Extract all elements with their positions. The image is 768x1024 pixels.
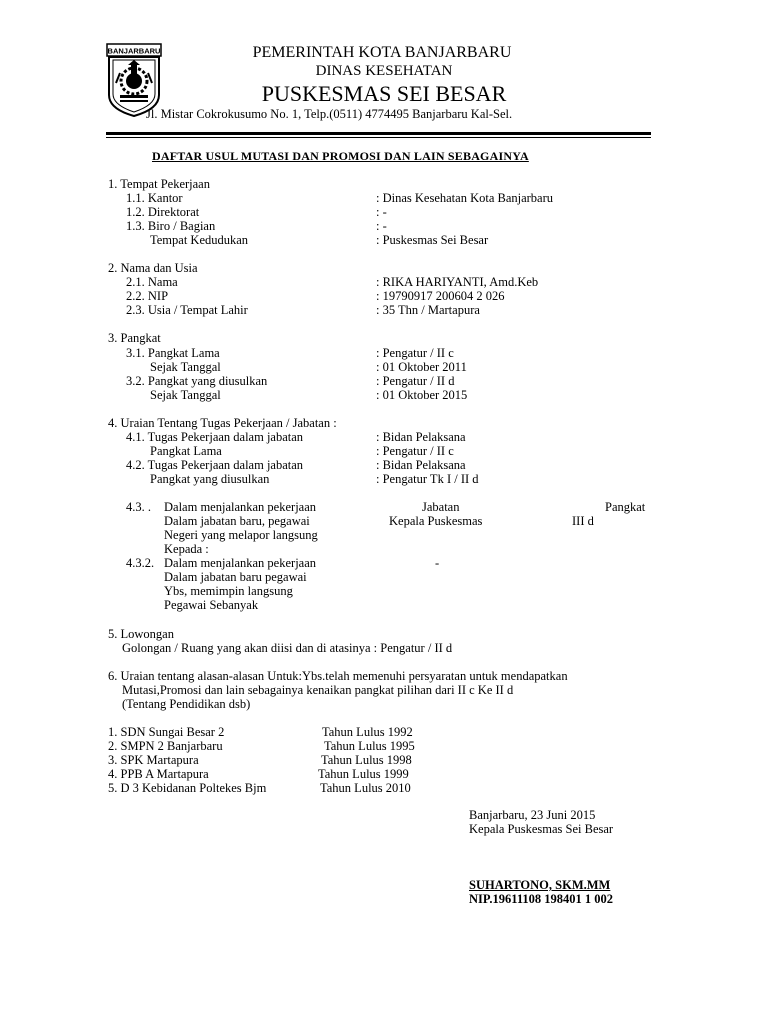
section-3-label: Sejak Tanggal (150, 388, 221, 402)
education-school: 5. D 3 Kebidanan Poltekes Bjm (108, 781, 267, 795)
section-6-line: 6. Uraian tentang alasan-alasan Untuk:Ybs.telah memenuhi persyaratan untuk mendapatkan (108, 669, 568, 683)
section-3-value: : Pengatur / II d (376, 374, 455, 388)
signature-name: SUHARTONO, SKM.MM (469, 878, 611, 892)
signature-nip: NIP.19611108 198401 1 002 (469, 892, 614, 906)
section-3-heading: 3. Pangkat (108, 331, 161, 345)
education-year: Tahun Lulus 1998 (321, 753, 412, 767)
subsection-4-3-2-line: Ybs, memimpin langsung (164, 584, 293, 598)
section-1-value: : - (376, 205, 387, 219)
signature-place-date: Banjarbaru, 23 Juni 2015 (469, 808, 596, 822)
section-1-label: Tempat Kedudukan (150, 233, 249, 247)
section-4-value: : Pengatur / II c (376, 444, 454, 458)
section-4-heading: 4. Uraian Tentang Tugas Pekerjaan / Jabatan : (108, 416, 337, 430)
logo-text: BANJARBARU (107, 46, 161, 56)
education-school: 1. SDN Sungai Besar 2 (108, 725, 225, 739)
section-3-value: : 01 Oktober 2015 (376, 388, 468, 402)
section-3-label: Sejak Tanggal (150, 360, 221, 374)
section-2-value: : RIKA HARIYANTI, Amd.Keb (376, 275, 539, 289)
education-year: Tahun Lulus 1995 (324, 739, 415, 753)
section-4-label: 4.2. Tugas Pekerjaan dalam jabatan (126, 458, 304, 472)
section-2-value: : 35 Thn / Martapura (376, 303, 480, 317)
section-1-label: 1.1. Kantor (126, 191, 183, 205)
education-year: Tahun Lulus 2010 (320, 781, 411, 795)
column-header-pangkat: Pangkat (605, 500, 646, 514)
section-1-value: : - (376, 219, 387, 233)
section-4-value: : Pengatur Tk I / II d (376, 472, 479, 486)
education-school: 2. SMPN 2 Banjarbaru (108, 739, 223, 753)
subsection-4-3-line: Kepada : (164, 542, 209, 556)
section-5-line: Golongan / Ruang yang akan diisi dan di atasinya : Pengatur / II d (122, 641, 453, 655)
header-department: DINAS KESEHATAN (315, 63, 453, 79)
section-1-label: 1.2. Direktorat (126, 205, 200, 219)
subsection-4-3-2-line: Dalam jabatan baru pegawai (164, 570, 307, 584)
document-title: DAFTAR USUL MUTASI DAN PROMOSI DAN LAIN SEBAGAINYA (152, 149, 529, 163)
subsection-4-3-2-line: Pegawai Sebanyak (164, 598, 259, 612)
section-4-value: : Bidan Pelaksana (376, 430, 466, 444)
education-year: Tahun Lulus 1999 (318, 767, 409, 781)
section-4-value: : Bidan Pelaksana (376, 458, 466, 472)
header-institution: PUSKESMAS SEI BESAR (261, 81, 507, 106)
header-government: PEMERINTAH KOTA BANJARBARU (252, 44, 512, 61)
subsection-4-3-line: Negeri yang melapor langsung (164, 528, 318, 542)
section-5-heading: 5. Lowongan (108, 627, 174, 641)
section-1-heading: 1. Tempat Pekerjaan (108, 177, 210, 191)
header-rule-thick (106, 132, 651, 135)
section-2-label: 2.1. Nama (126, 275, 178, 289)
jabatan-value: Kepala Puskesmas (389, 514, 483, 528)
section-4-label: 4.1. Tugas Pekerjaan dalam jabatan (126, 430, 304, 444)
subsection-4-3-line: Dalam jabatan baru, pegawai (164, 514, 310, 528)
section-2-label: 2.2. NIP (126, 289, 169, 303)
section-1-label: 1.3. Biro / Bagian (126, 219, 216, 233)
subsection-4-3-line: Dalam menjalankan pekerjaan (164, 500, 317, 514)
header-rule-thin (106, 137, 651, 138)
section-3-label: 3.1. Pangkat Lama (126, 346, 220, 360)
subsection-4-3-2-line: Dalam menjalankan pekerjaan (164, 556, 317, 570)
section-2-value: : 19790917 200604 2 026 (376, 289, 505, 303)
subsection-4-3-number: 4.3. . (126, 500, 151, 514)
section-4-label: Pangkat yang diusulkan (150, 472, 270, 486)
column-header-jabatan: Jabatan (422, 500, 460, 514)
subsection-4-3-2-value: - (435, 556, 440, 570)
section-1-value: : Puskesmas Sei Besar (376, 233, 489, 247)
signature-position: Kepala Puskesmas Sei Besar (469, 822, 614, 836)
section-3-value: : 01 Oktober 2011 (376, 360, 467, 374)
section-1-value: : Dinas Kesehatan Kota Banjarbaru (376, 191, 554, 205)
section-4-label: Pangkat Lama (150, 444, 222, 458)
section-3-label: 3.2. Pangkat yang diusulkan (126, 374, 268, 388)
education-school: 3. SPK Martapura (108, 753, 199, 767)
section-2-heading: 2. Nama dan Usia (108, 261, 198, 275)
pangkat-value: III d (572, 514, 594, 528)
education-year: Tahun Lulus 1992 (322, 725, 413, 739)
section-6-line: (Tentang Pendidikan dsb) (122, 697, 251, 711)
section-6-line: Mutasi,Promosi dan lain sebagainya kenaikan pangkat pilihan dari II c Ke II d (122, 683, 514, 697)
header-address: Jl. Mistar Cokrokusumo No. 1, Telp.(0511) 4774495 Banjarbaru Kal-Sel. (146, 107, 513, 121)
subsection-4-3-2-number: 4.3.2. (126, 556, 155, 570)
section-3-value: : Pengatur / II c (376, 346, 454, 360)
education-school: 4. PPB A Martapura (108, 767, 209, 781)
section-2-label: 2.3. Usia / Tempat Lahir (126, 303, 248, 317)
